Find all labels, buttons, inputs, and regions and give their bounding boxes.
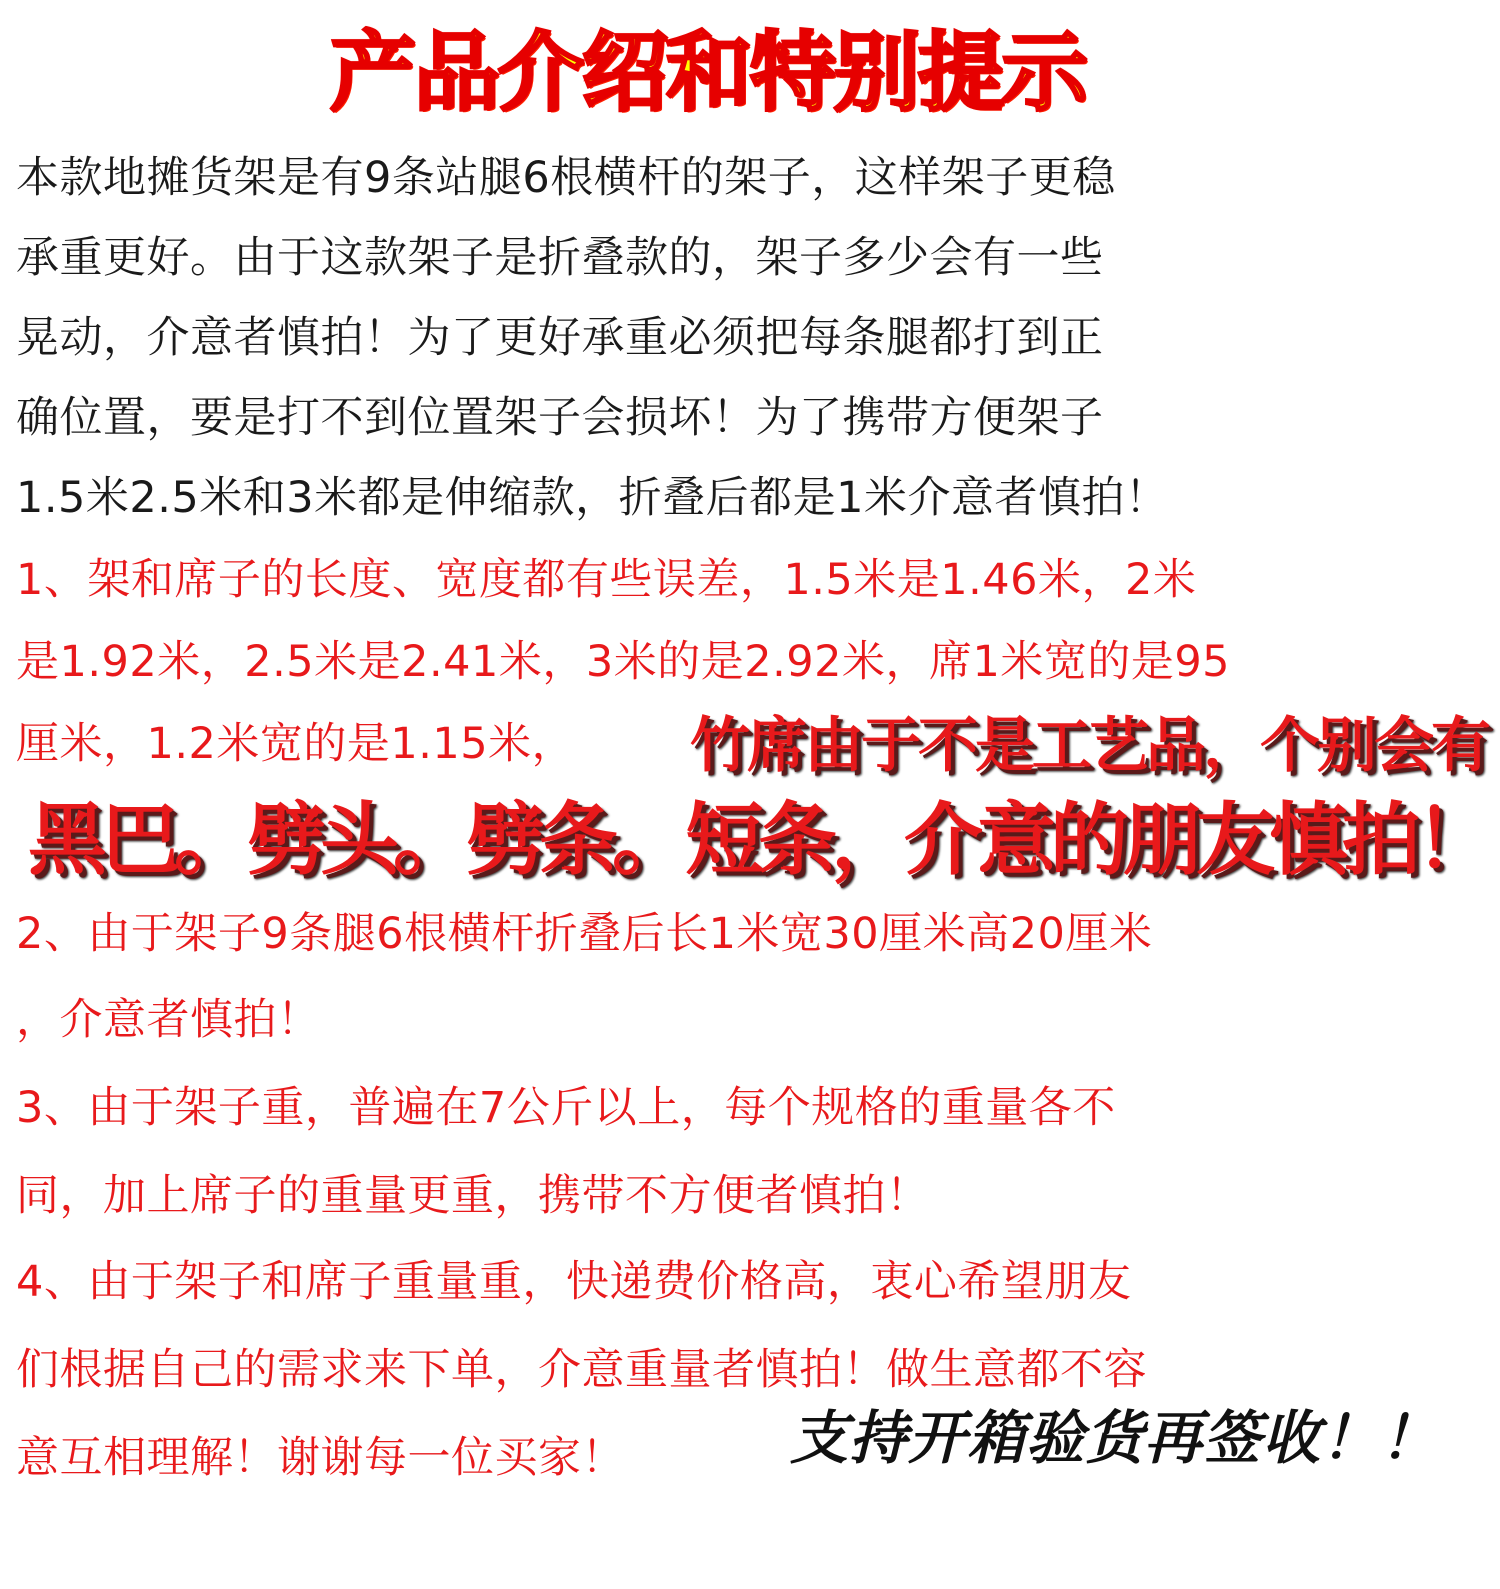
intro-line-5: 1.5米2.5米和3米都是伸缩款，折叠后都是1米介意者慎拍！ bbox=[16, 473, 1169, 523]
note1-line-1: 1、架和席子的长度、宽度都有些误差，1.5米是1.46米，2米 bbox=[16, 555, 1197, 605]
page-title: 产品介绍和特别提示 bbox=[330, 23, 1086, 123]
note1-line-3: 厘米，1.2米宽的是1.15米， bbox=[16, 719, 576, 769]
inspection-on-delivery-note: 支持开箱验货再签收！！ bbox=[790, 1404, 1440, 1472]
bamboo-mat-warning-line-1: 竹席由于不是工艺品，个别会有 bbox=[690, 711, 1488, 781]
note4-line-1: 4、由于架子和席子重量重，快递费价格高，衷心希望朋友 bbox=[16, 1257, 1132, 1307]
intro-line-3: 晃动，介意者慎拍！为了更好承重必须把每条腿都打到正 bbox=[16, 313, 1104, 363]
intro-line-2: 承重更好。由于这款架子是折叠款的，架子多少会有一些 bbox=[16, 233, 1104, 283]
note1-line-2: 是1.92米，2.5米是2.41米，3米的是2.92米，席1米宽的是95 bbox=[16, 637, 1231, 687]
note2-line-1: 2、由于架子9条腿6根横杆折叠后长1米宽30厘米高20厘米 bbox=[16, 909, 1153, 959]
note3-line-2: 同，加上席子的重量更重，携带不方便者慎拍！ bbox=[16, 1171, 930, 1221]
intro-line-1: 本款地摊货架是有9条站腿6根横杆的架子，这样架子更稳 bbox=[16, 153, 1116, 203]
note4-line-3: 意互相理解！谢谢每一位买家！ bbox=[16, 1433, 625, 1483]
intro-line-4: 确位置，要是打不到位置架子会损坏！为了携带方便架子 bbox=[16, 393, 1104, 443]
note2-line-2: ，介意者慎拍！ bbox=[16, 995, 321, 1045]
note4-line-2: 们根据自己的需求来下单，介意重量者慎拍！做生意都不容 bbox=[16, 1345, 1147, 1395]
note3-line-1: 3、由于架子重，普遍在7公斤以上，每个规格的重量各不 bbox=[16, 1083, 1116, 1133]
bamboo-mat-warning-line-2: 黑巴。劈头。劈条。短条，介意的朋友慎拍！ bbox=[28, 794, 1488, 886]
